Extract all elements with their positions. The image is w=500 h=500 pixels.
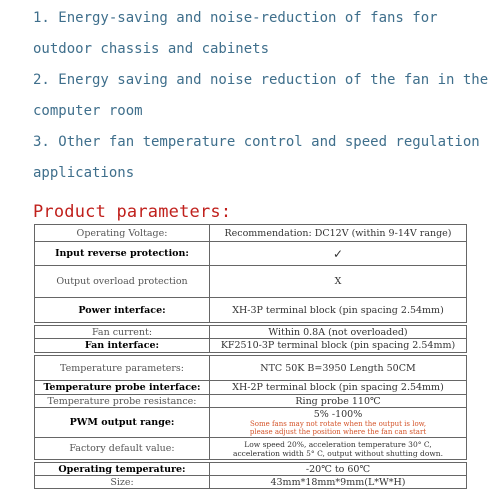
param-label: Temperature probe interface: [35,381,210,395]
intro-line-4: computer room [33,103,143,119]
param-note: Some fans may not rotate when the output is low, [249,420,427,428]
intro-line-2: outdoor chassis and cabinets [33,41,270,57]
param-label: Power interface: [35,298,210,323]
param-value: Within 0.8A (not overloaded) [210,326,467,339]
param-value: 5% -100% [313,409,363,420]
intro-line-6: applications [33,165,135,181]
param-value: NTC 50K B=3950 Length 50CM [210,356,467,381]
table-row [35,408,467,438]
param-label: Temperature probe resistance: [35,395,210,408]
table-row [35,339,467,353]
param-label: Temperature parameters: [35,356,210,381]
table-row [35,476,467,489]
param-label: Size: [35,476,210,489]
param-label: Operating Voltage: [35,225,210,242]
table-row [35,395,467,408]
product-parameters-heading: Product parameters: [33,202,232,222]
table-row [35,463,467,476]
parameters-table [34,224,467,489]
table-row [35,298,467,323]
param-value: Recommendation: DC12V (within 9-14V range) [210,225,467,242]
param-value: KF2510-3P terminal block (pin spacing 2.54mm) [210,339,467,353]
param-value-group [210,408,467,438]
table-row [35,242,467,266]
param-label: Output overload protection [35,266,210,298]
table-row [35,266,467,298]
param-label: PWM output range: [35,408,210,438]
param-value: XH-3P terminal block (pin spacing 2.54mm) [210,298,467,323]
param-value: ✓ [210,242,467,266]
param-value: 43mm*18mm*9mm(L*W*H) [210,476,467,489]
intro-line-5: 3. Other fan temperature control and speed regulation [33,134,480,150]
table-row [35,356,467,381]
table-row [35,225,467,242]
param-value: XH-2P terminal block (pin spacing 2.54mm) [210,381,467,395]
table-row [35,381,467,395]
param-value-group [210,438,467,460]
param-value: X [210,266,467,298]
param-label: Fan interface: [35,339,210,353]
param-label: Fan current: [35,326,210,339]
table-row [35,438,467,460]
param-value: -20℃ to 60℃ [210,463,467,476]
intro-line-3: 2. Energy saving and noise reduction of the fan in the [33,72,489,88]
param-value: Ring probe 110℃ [210,395,467,408]
param-value: Low speed 20%, acceleration temperature 30° C, [244,439,432,449]
param-note: please adjust the position where the fan can start [249,428,427,436]
param-label: Input reverse protection: [35,242,210,266]
intro-line-1: 1. Energy-saving and noise-reduction of fans for [33,10,438,26]
param-label: Operating temperature: [35,463,210,476]
table-row [35,326,467,339]
param-value: acceleration width 5° C, output without shutting down. [232,448,444,458]
param-label: Factory default value: [35,438,210,460]
intro-list [33,6,493,192]
